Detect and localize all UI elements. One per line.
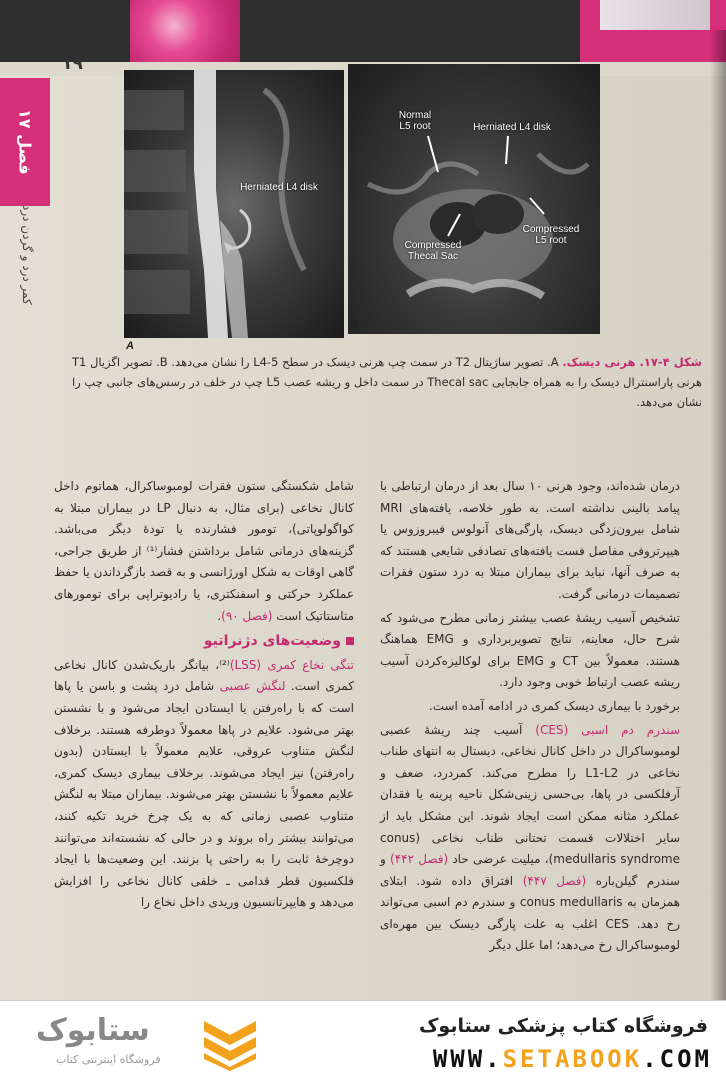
- caption-title: شکل ۴-۱۷. هرنی دیسک.: [562, 355, 702, 369]
- figure-a-annotation: Herniated L4 disk: [240, 182, 318, 193]
- chevron-logo-icon: [200, 1015, 260, 1071]
- paragraph-text: .: [217, 608, 222, 623]
- paragraph: برخورد با بیماری دیسک کمری در ادامه آمده است.: [428, 698, 680, 713]
- text-column-right: [380, 476, 680, 959]
- figure-b-herniated-label: Herniated L4 disk: [473, 122, 551, 133]
- term-ces: سندرم دم اسبی (CES): [535, 722, 680, 737]
- section-heading: [54, 631, 354, 653]
- page-number: ۱۹: [62, 54, 83, 74]
- store-logo-wordmark: ستابوک: [36, 1013, 150, 1048]
- caption-text: A. تصویر ساژیتال T2 در سمت چپ هرنی دیسک در سطح L4-5 را نشان می‌دهد. B. تصویر اگزیال T1 هرنی پاراسنترال دیسک را به همراه جابجایی Thecal sac در سمت داخل و ریشه عصب L5 چپ در خلف در رسس‌های جانبی چپ را نشان می‌دهد.: [72, 355, 702, 409]
- figure-b-root-label: Compressed L5 root: [522, 224, 580, 246]
- chapter-subtitle: کمر درد و گردن درد: [20, 205, 34, 305]
- paragraph: [380, 720, 680, 958]
- paragraph: [54, 655, 354, 914]
- mri-axial-image: [348, 64, 600, 334]
- store-url[interactable]: [433, 1045, 712, 1073]
- store-logo-tagline: فروشگاه اینترنتی کتاب: [56, 1053, 161, 1066]
- top-magenta-highlight: [600, 0, 710, 30]
- text-column-left: [54, 476, 354, 916]
- chapter-reference: (فصل ۴۴۷): [522, 873, 587, 888]
- page-binding-shadow: [710, 30, 726, 1000]
- figure-caption: [72, 352, 702, 412]
- url-main: SETABOOK: [502, 1045, 643, 1073]
- panel-a-letter: A: [126, 340, 134, 352]
- mri-sagittal-image: [124, 70, 344, 338]
- term-lss: تنگی نخاع کمری (LSS): [229, 657, 355, 672]
- section-heading-text: وضعیت‌های دژنراتیو: [203, 633, 341, 650]
- paragraph-text: شامل شکستگی ستون فقرات لومبوساکرال، هماتوم داخل کانال نخاعی (برای مثال، به دنبال LP در بیماران مبتلا به کواگولوپاتی)، تومور فشارنده یا تودهٔ دیگر می‌باشد. گزینه‌های درمانی شامل برداشتن فشار⁽¹⁾ از طریق جراحی، گاهی اوقات به شکل اورژانسی و به قصد بازگرداندن یا حفظ عملکرد حرکتی و اسفنکتری، یا رادیوتراپی برای تومورهای متاستاتیک است: [54, 479, 354, 623]
- paragraph-text: افتراق داده شود. ابتلای همزمان به conus medullaris و سندرم دم اسبی می‌تواند رخ دهد. CES اغلب به علت پارگی دیسک بین مهره‌ای لومبوساکرال رخ می‌دهد؛ اما علل دیگر: [380, 873, 680, 953]
- chapter-tab-label: فصل ۱۷: [15, 109, 35, 175]
- pointer-arrow-herniated: [506, 136, 508, 164]
- chapter-tab: [0, 78, 50, 206]
- figure-b-normal-label: Normal L5 root: [398, 110, 432, 132]
- chapter-reference: (فصل ۹۰): [221, 608, 273, 623]
- paragraph: [54, 476, 354, 627]
- chapter-reference: (فصل ۴۴۲): [390, 852, 449, 867]
- paragraph-text: ⁽²⁾، بیانگر باریک‌شدن کانال نخاعی کمری است.: [54, 657, 354, 694]
- top-decoration-image: [130, 0, 240, 64]
- store-title: فروشگاه کتاب پزشکی ستابوک: [418, 1015, 708, 1037]
- paragraph: درمان شده‌اند، وجود هرنی ۱۰ سال بعد از درمان ارتباطی با پیامد بالینی نداشته است. به طور خلاصه، یافته‌های MRI شامل بیرون‌زدگی دیسک، پارگی‌های آنولوس فیبروزوس یا هیپرتروفی مفاصل فست یافته‌های تصادفی شایعی هستند که به صرف آنها، نباید برای بیماران مبتلا به درد ستون فقرات تصمیمات درمانی گرفت.: [380, 479, 680, 601]
- panel-b-letter: B: [350, 320, 358, 332]
- url-suffix: .COM: [642, 1045, 712, 1073]
- term-neurogenic-claudication: لنگش عصبی: [219, 679, 286, 694]
- mri-sagittal-drawing: [124, 70, 344, 338]
- figure-b-thecal-label: Compressed Thecal Sac: [404, 240, 462, 262]
- mri-axial-drawing: [348, 64, 600, 334]
- square-bullet-icon: [346, 637, 354, 645]
- paragraph-text: آسیب چند ریشهٔ عصبی لومبوساکرال در داخل کانال نخاعی، دیستال به انتهای طناب نخاعی در L1-L2 را مطرح می‌کند. کمردرد، ضعف و آرفلکسی در پاها، بی‌حسی زینی‌شکل ناحیه پرینه یا فقدان عملکرد مثانه ممکن است ایجاد شوند. این مشکل باید از سایر اختلالات قسمت تحتانی طناب نخاعی (conus medullaris syndrome)، میلیت عرضی حاد: [380, 722, 680, 867]
- paragraph: تشخیص آسیب ریشهٔ عصب بیشتر زمانی مطرح می‌شود که شرح حال، معاینه، نتایج تصویربرداری و EMG هماهنگ هستند. معمولاً بین CT و EMG برای لوکالیزه‌کردن آسیب ریشه عصب ارتباط خوبی وجود دارد.: [380, 610, 680, 690]
- paragraph-text: شامل درد پشت و باسن یا پاها است که با راه‌رفتن یا ایستادن ایجاد می‌شود و با نشستن بهتر می‌شود. علایم در پاها معمولاً دوطرفه هستند. برخلاف لنگش متناوب عروقی، علایم معمولاً با ایستادن (بدون راه‌رفتن) نیز ایجاد می‌شوند. برخلاف بیماری دیسک کمری، علایم معمولاً با نشستن بهتر می‌شوند. بیماران مبتلا به لنگش متناوب عصبی زمانی که به یک چرخ خرید تکیه کنند، می‌توانند بیشتر راه بروند و در حالی که نشسته‌اند می‌توانند دوچرخهٔ ثابت را به راحتی پا بزنند. این وضعیت‌ها با ایجاد فلکسیون قطر قدامی ـ خلفی کانال نخاعی را افزایش می‌دهد و هایپرتانسیون وریدی داخل نخاع را: [54, 679, 354, 910]
- pointer-arrow-normal: [428, 136, 438, 172]
- store-footer-banner: [0, 1000, 726, 1080]
- paragraph-text: و سندرم گیلن‌باره: [380, 852, 680, 888]
- url-prefix: WWW.: [432, 1045, 503, 1073]
